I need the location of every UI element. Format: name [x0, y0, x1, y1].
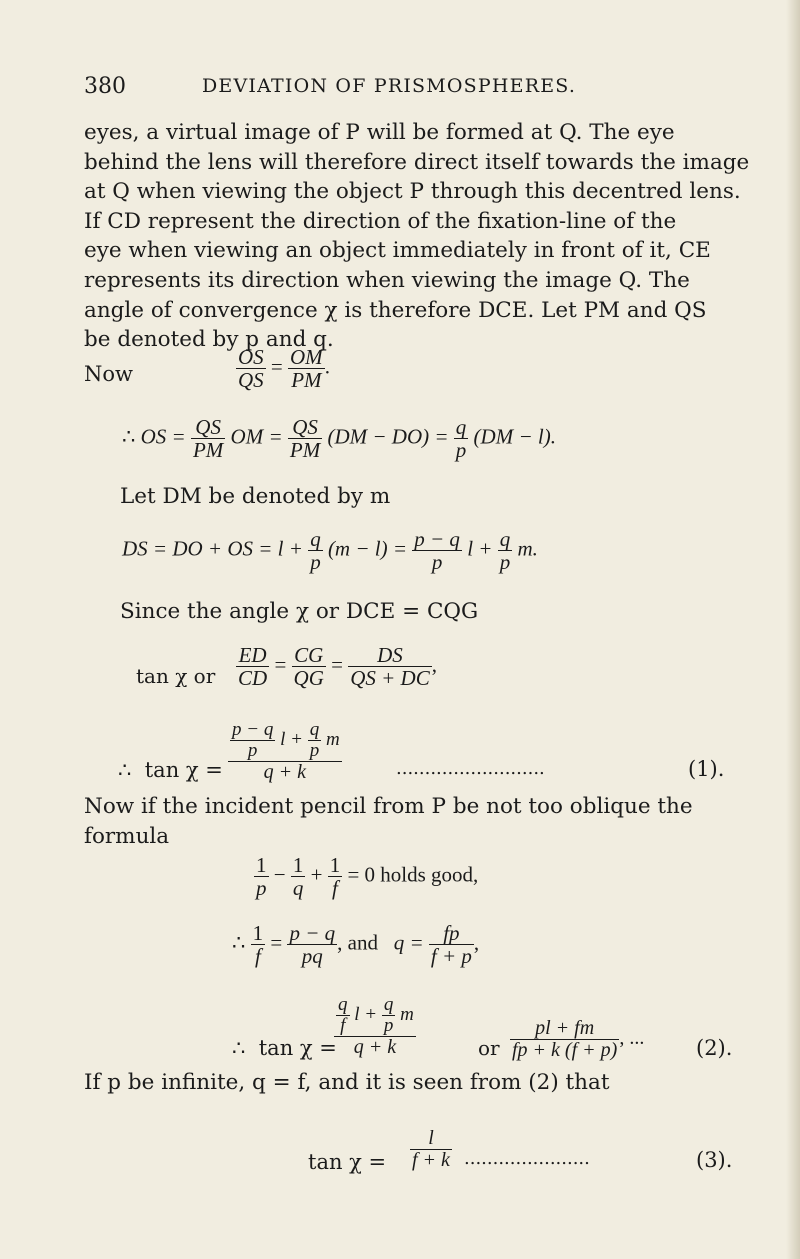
intro-paragraph — [84, 118, 750, 355]
page-header — [84, 74, 744, 104]
equation-ratio: $\frac{OS}{QS}$ = $\frac{OM}{PM}$ . — [238, 345, 330, 393]
or-label: or — [478, 1036, 500, 1060]
equation-number-3: (3). — [696, 1148, 733, 1172]
equation-tan-ratio: $\frac{ED}{CD}$ = $\frac{CG}{QG}$ = $\frac{DS}{QS + DC}$ , — [238, 643, 437, 691]
leader-dots: ...................... — [464, 1148, 590, 1169]
text-line: eye when viewing an object immediately in front of it, CE — [84, 238, 711, 264]
tan-or-label: tan χ or — [136, 664, 216, 688]
equation-2-lhs: ∴ tan χ = — [232, 1036, 337, 1060]
equation-focal: ∴ $\frac{1}{f}$ = $\frac{p - q}{pq}$ , and q = $\frac{fp}{f + p}$ , — [232, 921, 480, 969]
equation-os: ∴ OS = $\frac{QS}{PM}$ OM = $\frac{QS}{PM}$ (DM − DO) = $\frac{q}{p}$ (DM − l). — [122, 415, 556, 463]
now-label: Now — [84, 362, 133, 386]
infinite-line: If p be infinite, q = f, and it is seen from (2) that — [84, 1070, 610, 1095]
text-line: at Q when viewing the object P through this decentred lens. — [84, 179, 741, 205]
equation-number-1: (1). — [688, 757, 725, 781]
page-number: 380 — [84, 74, 126, 99]
equation-1-fraction: $\frac{p - q}{p}$ l + $\frac{q}{p}$ m q + k — [228, 720, 342, 783]
text-line: formula — [84, 823, 170, 849]
text-line: represents its direction when viewing the image Q. The — [84, 267, 690, 293]
text-line: If CD represent the direction of the fixation-line of the — [84, 208, 677, 234]
text-line: behind the lens will therefore direct itself towards the image — [84, 149, 750, 175]
equation-3-lhs: tan χ = — [308, 1150, 387, 1174]
incident-paragraph — [84, 792, 740, 851]
text-line: be denoted by p and q. — [84, 327, 334, 353]
equation-1-lhs: ∴ tan χ = — [118, 758, 223, 782]
equation-2-alt-fraction: $\frac{pl + fm}{fp + k (f + p)}$ , ... — [512, 1017, 645, 1061]
text-line: angle of convergence χ is therefore DCE. Let PM and QS — [84, 297, 707, 323]
text-line: eyes, a virtual image of P will be formed at Q. The eye — [84, 120, 675, 145]
text-line: Now if the incident pencil from P be not too oblique the — [84, 794, 693, 819]
page-edge-shadow — [786, 0, 800, 1259]
running-head: DEVIATION OF PRISMOSPHERES. — [202, 75, 577, 97]
equation-2-fraction: $\frac{q}{f}$ l + $\frac{q}{p}$ m q + k — [334, 995, 416, 1058]
leader-dots: .......................... — [396, 758, 545, 779]
since-line: Since the angle χ or DCE = CQG — [120, 599, 479, 624]
equation-ds: DS = DO + OS = l + $\frac{q}{p}$ (m − l) = $\frac{p - q}{p}$ l + $\frac{q}{p}$ m. — [122, 527, 538, 575]
equation-number-2: (2). — [696, 1036, 733, 1060]
let-dm-line: Let DM be denoted by m — [120, 484, 391, 509]
equation-lens-formula: $\frac{1}{p}$ − $\frac{1}{q}$ + $\frac{1}{f}$ = 0 holds good, — [256, 853, 479, 901]
equation-3-fraction: $\frac{l}{f + k}$ — [412, 1127, 450, 1171]
